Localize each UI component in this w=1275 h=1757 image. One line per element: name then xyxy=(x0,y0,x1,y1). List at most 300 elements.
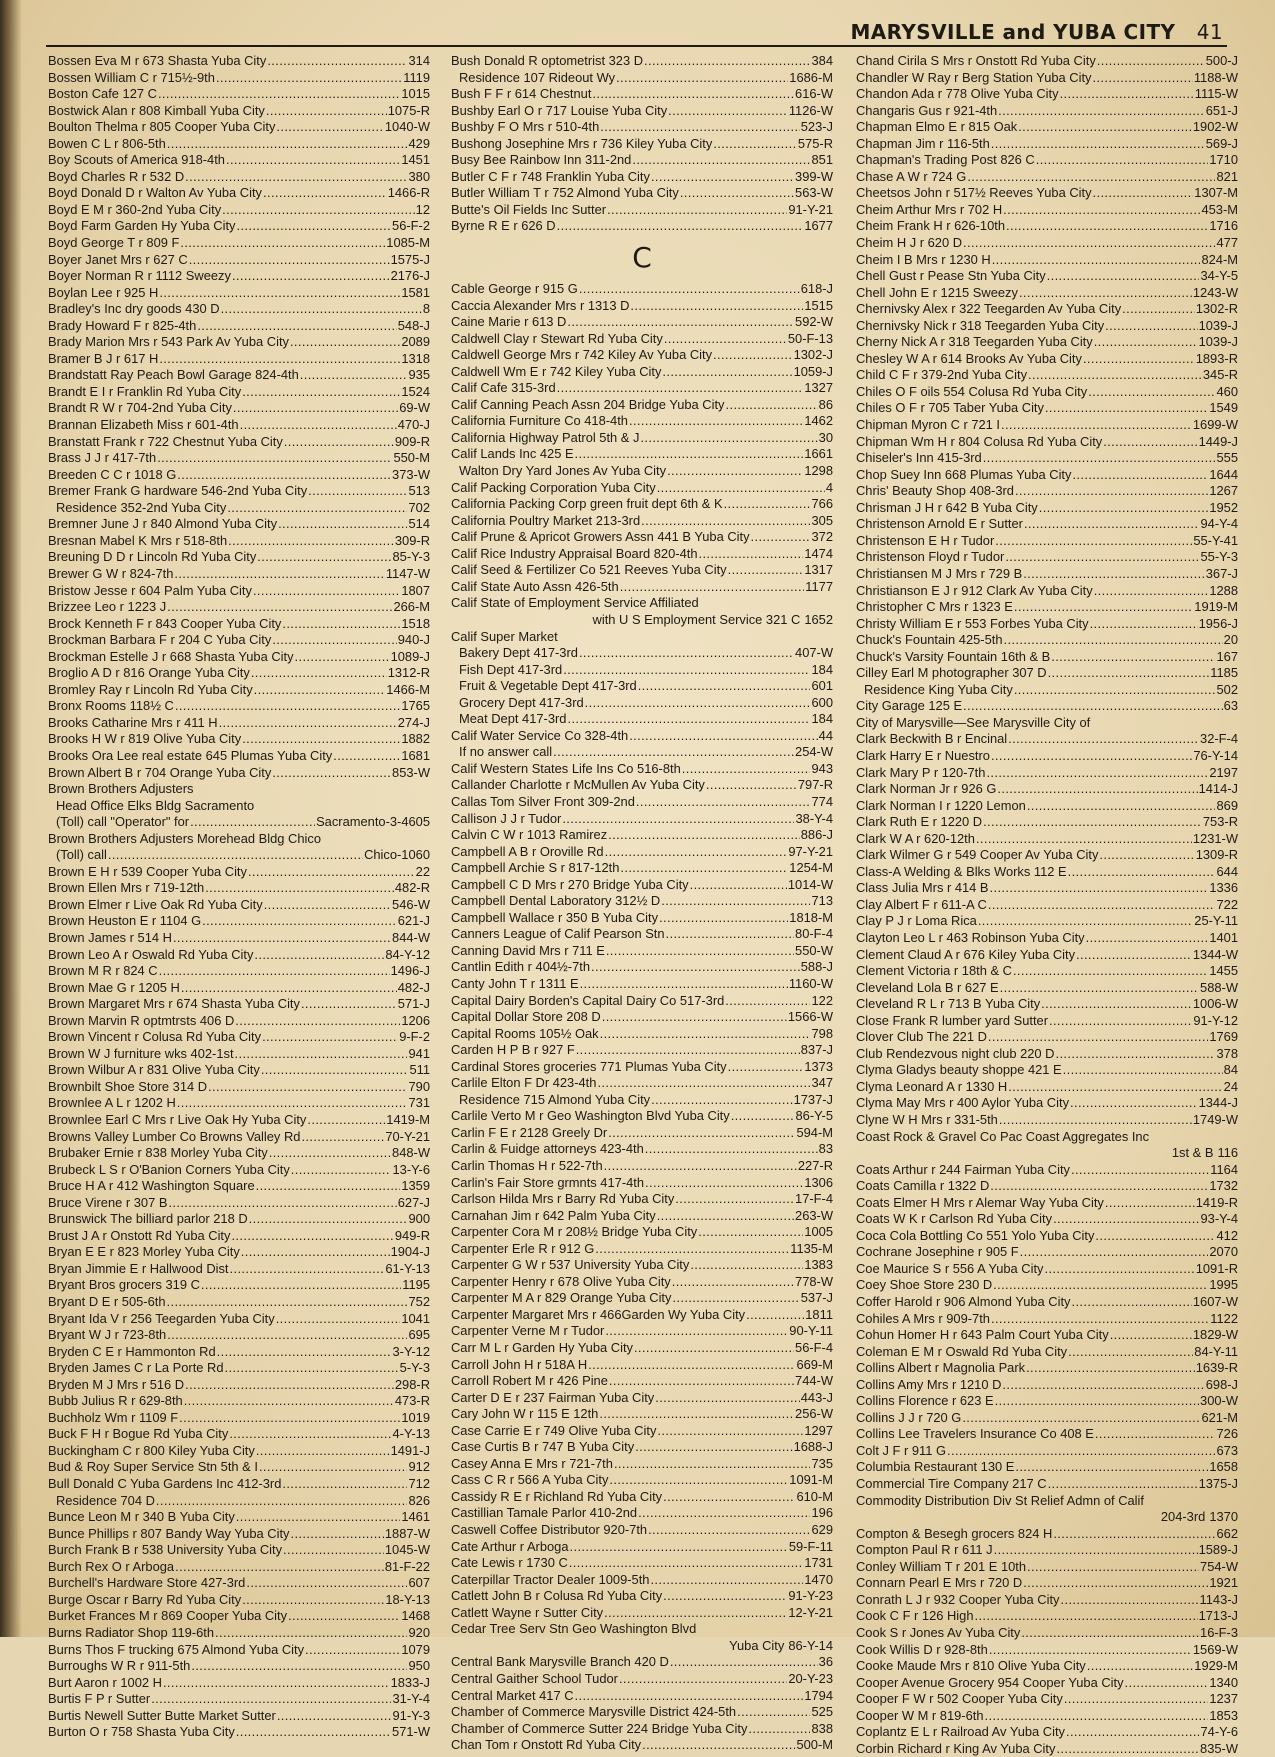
listing-name: Chapman Jim r 116-5th xyxy=(856,135,990,151)
listing-phone: 1589-J xyxy=(1198,1542,1238,1558)
listing-entry xyxy=(856,1476,1238,1493)
listing-entry xyxy=(48,599,430,616)
dot-leader xyxy=(219,715,397,732)
listing-phone: 588-W xyxy=(1200,979,1238,995)
listing-entry xyxy=(48,913,430,930)
listing-name: Callison J J r Tudor xyxy=(451,810,562,826)
dot-leader xyxy=(995,1393,1199,1410)
listing-phone: 837-J xyxy=(800,1042,833,1058)
listing-name: Carlile Verto M r Geo Washington Blvd Yuba City xyxy=(451,1108,730,1124)
listing-entry xyxy=(856,1062,1238,1079)
dot-leader xyxy=(1093,185,1194,202)
listing-name: Clay Albert F r 611-A C xyxy=(856,896,987,912)
dot-leader xyxy=(988,897,1216,914)
dot-leader xyxy=(228,533,394,550)
listing-entry xyxy=(48,1145,430,1162)
listing-entry xyxy=(48,1426,430,1443)
listing-entry xyxy=(48,86,430,103)
listing-name: Cedar Tree Serv Stn Geo Washington Blvd xyxy=(451,1621,697,1637)
listing-phone: 1807 xyxy=(401,582,430,598)
listing-name: Clark Harry E r Nuestro xyxy=(856,747,990,763)
listing-phone: 443-J xyxy=(800,1389,833,1405)
dot-leader xyxy=(608,827,800,844)
listing-phone: 314 xyxy=(408,53,430,68)
listing-phone: 1749-W xyxy=(1192,1112,1238,1127)
listing-entry xyxy=(48,980,430,997)
listing-entry xyxy=(48,1625,430,1642)
listing-name: Columbia Restaurant 130 E xyxy=(856,1459,1015,1475)
listing-phone: 1566-W xyxy=(787,1009,833,1025)
listing-phone: 848-W xyxy=(392,1145,430,1161)
listing-phone: 1085-M xyxy=(386,235,430,251)
dot-leader xyxy=(563,662,810,679)
listing-name: Chernivsky Alex r 322 Teegarden Av Yuba City xyxy=(856,301,1122,317)
listing-phone: 525 xyxy=(811,1704,833,1720)
dot-leader xyxy=(575,446,804,463)
page-number: 41 xyxy=(1196,20,1223,44)
listing-entry xyxy=(48,334,430,351)
dot-leader xyxy=(645,1175,803,1192)
listing-name: Butler William T r 752 Almond Yuba City xyxy=(451,185,679,201)
listing-name: Brown Mae G r 1205 H xyxy=(48,979,180,995)
listing-entry xyxy=(48,1360,430,1377)
listing-phone: 63 xyxy=(1223,698,1238,714)
listing-phone: 941 xyxy=(408,1045,430,1061)
listing-entry xyxy=(856,649,1238,666)
dot-leader xyxy=(997,781,1197,798)
listing-entry xyxy=(451,844,833,861)
listing-name: Brady Marion Mrs r 543 Park Av Yuba City xyxy=(48,334,289,350)
listing-name: Butler C F r 748 Franklin Yuba City xyxy=(451,168,650,184)
listing-name: Campbell Dental Laboratory 312½ D xyxy=(451,893,661,909)
listing-entry xyxy=(48,1079,430,1096)
dot-leader xyxy=(229,1426,391,1443)
listing-entry xyxy=(451,1241,833,1258)
listing-phone: 122 xyxy=(811,992,833,1008)
listing-subentry xyxy=(48,798,430,815)
listing-name: Capital Dollar Store 208 D xyxy=(451,1009,601,1025)
dot-leader xyxy=(663,1489,795,1506)
listing-name: Carlin's Fair Store grmnts 417-4th xyxy=(451,1174,645,1190)
listing-phone: 116 xyxy=(1217,1145,1238,1161)
dot-leader xyxy=(655,1390,800,1407)
dot-leader xyxy=(159,351,400,368)
listing-entry xyxy=(451,1555,833,1572)
dot-leader xyxy=(1071,1162,1209,1179)
listing-name: Burge Oscar r Barry Rd Yuba City xyxy=(48,1591,242,1607)
dot-leader xyxy=(1026,1360,1195,1377)
listing-entry xyxy=(48,417,430,434)
listing-entry xyxy=(856,1344,1238,1361)
listing-name: Changaris Gus r 921-4th xyxy=(856,102,998,118)
listing-phone: 274-J xyxy=(397,714,430,730)
listing-entry xyxy=(856,533,1238,550)
listing-entry xyxy=(856,1013,1238,1030)
listing-name: Brandt E I r Franklin Rd Yuba City xyxy=(48,383,242,399)
listing-entry xyxy=(856,301,1238,318)
dot-leader xyxy=(698,546,803,563)
listing-entry xyxy=(451,314,833,331)
dot-leader xyxy=(181,980,397,997)
listing-phone: 1119 xyxy=(403,69,430,85)
listing-name: Caswell Coffee Distributor 920-7th xyxy=(451,1522,648,1538)
listing-entry xyxy=(48,185,430,202)
listing-name: Bush F F r 614 Chestnut xyxy=(451,86,592,102)
dot-leader xyxy=(667,463,803,480)
listing-entry xyxy=(856,1195,1238,1212)
listing-phone: 1344-W xyxy=(1192,946,1238,962)
dot-leader xyxy=(991,1311,1209,1328)
listing-subentry xyxy=(451,645,833,662)
listing-phone: 32-F-4 xyxy=(1200,731,1238,747)
dot-leader xyxy=(173,930,391,947)
dot-leader xyxy=(1014,599,1193,616)
listing-name: Coffer Harold r 906 Almond Yuba City xyxy=(856,1294,1071,1310)
listing-entry xyxy=(856,202,1238,219)
listing-entry xyxy=(48,864,430,881)
listing-name: Chop Suey Inn 668 Plumas Yuba City xyxy=(856,466,1072,482)
listing-phone: 1359 xyxy=(401,1178,430,1194)
listing-phone: 797-R xyxy=(797,777,833,793)
listing-phone: 1737-J xyxy=(793,1091,833,1107)
listing-phone: 513 xyxy=(408,483,430,499)
listing-entry xyxy=(856,450,1238,467)
dot-leader xyxy=(175,1559,384,1576)
listing-phone: 3-Y-12 xyxy=(392,1343,430,1359)
dot-leader xyxy=(1003,202,1200,219)
dot-leader xyxy=(189,252,390,269)
dot-leader xyxy=(967,169,1215,186)
dot-leader xyxy=(608,1125,795,1142)
listing-entry xyxy=(48,1658,430,1675)
listing-phone: 76-Y-14 xyxy=(1193,747,1238,763)
listing-phone: 514 xyxy=(408,516,430,532)
listing-name: Campbell C D Mrs r 270 Bridge Yuba City xyxy=(451,876,689,892)
listing-name: Carlin F E r 2128 Greely Dr xyxy=(451,1124,608,1140)
listing-name: Callander Charlotte r McMullen Av Yuba City xyxy=(451,777,705,793)
listing-entry xyxy=(856,947,1238,964)
listing-phone: 86 xyxy=(818,396,833,412)
listing-phone: 712 xyxy=(408,1476,430,1492)
dot-leader xyxy=(269,1145,391,1162)
dot-leader xyxy=(1122,301,1195,318)
listing-phone: 950 xyxy=(408,1658,430,1674)
listing-phone: 482-J xyxy=(397,979,430,995)
dot-leader xyxy=(197,318,396,335)
listing-name: Bresnan Mabel K Mrs r 518-8th xyxy=(48,532,228,548)
dot-leader xyxy=(1023,1575,1208,1592)
listing-name: Cheim H J r 620 D xyxy=(856,235,963,251)
listing-phone: 713 xyxy=(811,893,833,909)
listing-phone: 1853 xyxy=(1209,1707,1238,1723)
listing-phone: 309-R xyxy=(394,532,430,548)
dot-leader xyxy=(620,579,805,596)
listing-name: Busy Bee Rainbow Inn 311-2nd xyxy=(451,152,632,168)
dot-leader xyxy=(562,811,794,828)
listing-phone: 1288 xyxy=(1209,582,1238,598)
listing-entry xyxy=(48,1029,430,1046)
listing-name: Chiseler's Inn 415-3rd xyxy=(856,450,982,466)
listing-phone: 18-Y-13 xyxy=(385,1591,430,1607)
listing-name: Burtis F P r Sutter xyxy=(48,1691,151,1707)
listing-name: Calif Packing Corporation Yuba City xyxy=(451,479,656,495)
listing-name: Bushby F O Mrs r 510-4th xyxy=(451,119,600,135)
dot-leader xyxy=(1095,1228,1215,1245)
listing-name: Burton O r 758 Shasta Yuba City xyxy=(48,1724,235,1740)
dot-leader xyxy=(251,665,387,682)
listing-phone: 470-J xyxy=(397,417,430,433)
listing-entry xyxy=(856,1625,1238,1642)
listing-entry xyxy=(451,1588,833,1605)
dot-leader xyxy=(1024,516,1200,533)
listing-name: Colt J F r 911 G xyxy=(856,1442,947,1458)
listing-name: Breeden C C r 1018 G xyxy=(48,466,177,482)
listing-entry xyxy=(451,1439,833,1456)
listing-phone: 1091-R xyxy=(1195,1260,1238,1276)
listing-entry xyxy=(856,185,1238,202)
listing-entry xyxy=(856,549,1238,566)
listing-name: Christenson Arnold E r Sutter xyxy=(856,516,1023,532)
dot-leader xyxy=(986,765,1208,782)
dot-leader xyxy=(1093,70,1193,87)
listing-entry xyxy=(856,252,1238,269)
dot-leader xyxy=(235,1046,408,1063)
listing-name: Chiles O F oils 554 Colusa Rd Yuba City xyxy=(856,383,1088,399)
listing-name: Brown Margaret Mrs r 674 Shasta Yuba City xyxy=(48,996,300,1012)
listing-phone: 91-Y-21 xyxy=(788,201,833,217)
dot-leader xyxy=(158,86,400,103)
listing-entry xyxy=(48,1476,430,1493)
listing-phone: 305 xyxy=(811,512,833,528)
listing-entry xyxy=(856,1592,1238,1609)
listing-entry xyxy=(856,351,1238,368)
listing-entry xyxy=(451,1489,833,1506)
listing-entry xyxy=(856,1493,1238,1510)
dot-leader xyxy=(604,1605,787,1622)
listing-phone: 70-Y-21 xyxy=(385,1128,430,1144)
dot-leader xyxy=(301,1129,384,1146)
listing-entry xyxy=(856,1526,1238,1543)
listing-entry xyxy=(48,748,430,765)
listing-name: Calif State Auto Assn 426-5th xyxy=(451,578,619,594)
listing-name: Calif Western States Life Ins Co 516-8th xyxy=(451,760,681,776)
listing-phone: 1309-R xyxy=(1195,847,1238,863)
listing-phone: 735 xyxy=(811,1455,833,1471)
listing-name: Calif Seed & Fertilizer Co 521 Reeves Yuba City xyxy=(451,562,727,578)
listing-phone: 56-F-4 xyxy=(795,1340,833,1356)
listing-name: Brown E H r 539 Cooper Yuba City xyxy=(48,863,247,879)
listing-name: Calvin C W r 1013 Ramirez xyxy=(451,827,608,843)
dot-leader xyxy=(650,1572,803,1589)
listing-entry xyxy=(856,731,1238,748)
dot-leader xyxy=(989,1642,1192,1659)
listing-name: Callas Tom Silver Front 309-2nd xyxy=(451,793,635,809)
listing-name: Connarn Pearl E Mrs r 720 D xyxy=(856,1575,1023,1591)
listing-name: Chan Tom r Onstott Rd Yuba City xyxy=(451,1737,642,1753)
listing-name: (Toll) call xyxy=(56,847,107,863)
dot-leader xyxy=(1018,119,1192,136)
dot-leader xyxy=(592,86,794,103)
listing-entry xyxy=(856,334,1238,351)
dot-leader xyxy=(659,910,788,927)
dot-leader xyxy=(1105,318,1197,335)
listing-name: City Garage 125 E xyxy=(856,698,963,714)
listing-subentry xyxy=(451,1092,833,1109)
listing-phone: 1059-J xyxy=(793,363,833,379)
listing-phone: 384 xyxy=(811,53,833,68)
dot-leader xyxy=(995,533,1192,550)
dot-leader xyxy=(614,1456,811,1473)
listing-name: Boulton Thelma r 805 Cooper Yuba City xyxy=(48,119,276,135)
listing-name: Bryant Bros grocers 319 C xyxy=(48,1277,200,1293)
dot-leader xyxy=(259,1459,408,1476)
listing-entry xyxy=(451,1191,833,1208)
dot-leader xyxy=(167,136,408,153)
listing-entry xyxy=(48,268,430,285)
listing-entry xyxy=(451,281,833,298)
listing-phone: 1518 xyxy=(401,615,430,631)
listing-entry xyxy=(856,1228,1238,1245)
listing-phone: 1652 xyxy=(804,611,833,627)
listing-name: Residence 107 Rideout Wy xyxy=(459,69,616,85)
listing-phone: 821 xyxy=(1216,168,1238,184)
listing-entry xyxy=(48,467,430,484)
listing-phone: 1470 xyxy=(804,1571,833,1587)
listing-name: Class Julia Mrs r 414 B xyxy=(856,880,989,896)
listing-phone: 1375-J xyxy=(1198,1476,1238,1492)
listing-phone: 1307-M xyxy=(1194,185,1238,201)
listing-name: Cooper W M r 819-6th xyxy=(856,1707,984,1723)
listing-entry xyxy=(451,1721,833,1738)
listing-name: Cantlin Edith r 404½-7th xyxy=(451,959,591,975)
dot-leader xyxy=(579,645,794,662)
listing-entry xyxy=(451,976,833,993)
listing-name: Coca Cola Bottling Co 551 Yolo Yuba City xyxy=(856,1227,1095,1243)
listing-phone: 1419-M xyxy=(386,1112,430,1127)
listing-name: Bunce Leon M r 340 B Yuba City xyxy=(48,1509,235,1525)
dot-leader xyxy=(256,1443,390,1460)
listing-entry xyxy=(48,533,430,550)
dot-leader xyxy=(215,1625,407,1642)
dot-leader xyxy=(600,1026,811,1043)
listing-entry xyxy=(48,285,430,302)
listing-name: Brownbilt Shoe Store 314 D xyxy=(48,1078,208,1094)
listing-subentry xyxy=(451,695,833,712)
listing-phone: 1677 xyxy=(804,218,833,234)
listing-entry xyxy=(451,794,833,811)
listing-entry xyxy=(451,152,833,169)
dot-leader xyxy=(1014,682,1216,699)
dot-leader xyxy=(1053,1211,1199,1228)
listing-name: Bossen Eva M r 673 Shasta Yuba City xyxy=(48,53,267,68)
dot-leader xyxy=(609,1472,788,1489)
listing-name: Clayton Leo L r 463 Robinson Yuba City xyxy=(856,929,1085,945)
listing-name: Burns Radiator Shop 119-6th xyxy=(48,1624,215,1640)
listing-phone: 1188-W xyxy=(1193,69,1238,85)
listing-phone: 1014-W xyxy=(787,876,833,892)
dot-leader xyxy=(1076,947,1192,964)
dot-leader xyxy=(1004,632,1223,649)
listing-phone: 1231-W xyxy=(1192,830,1238,846)
listing-entry xyxy=(48,1112,430,1129)
listing-phone: 4-Y-13 xyxy=(392,1426,430,1442)
listing-name: Brockman Estelle J r 668 Shasta Yuba City xyxy=(48,648,294,664)
dot-leader xyxy=(630,298,803,315)
dot-leader xyxy=(991,136,1205,153)
dot-leader xyxy=(272,632,396,649)
dot-leader xyxy=(1105,1195,1195,1212)
listing-entry xyxy=(48,1592,430,1609)
listing-entry xyxy=(451,1059,833,1076)
listing-phone: 698-J xyxy=(1205,1376,1238,1392)
dot-leader xyxy=(1088,384,1215,401)
listing-phone: 429 xyxy=(408,135,430,151)
listing-entry xyxy=(48,1459,430,1476)
dot-leader xyxy=(595,1241,789,1258)
listing-entry xyxy=(451,1456,833,1473)
listing-phone: 1732 xyxy=(1209,1178,1238,1194)
dot-leader xyxy=(1019,285,1192,302)
listing-entry xyxy=(48,1277,430,1294)
listing-phone: 588-J xyxy=(800,959,833,975)
listing-entry xyxy=(451,430,833,447)
listing-entry xyxy=(48,1344,430,1361)
listing-name: Chesley W A r 614 Brooks Av Yuba City xyxy=(856,350,1082,366)
listing-continuation xyxy=(856,1509,1238,1526)
dot-leader xyxy=(988,1029,1208,1046)
listing-phone: 1681 xyxy=(401,747,430,763)
listing-name: Chernivsky Nick r 318 Teegarden Yuba City xyxy=(856,317,1105,333)
dot-leader xyxy=(254,947,384,964)
listing-phone: 607 xyxy=(408,1575,430,1591)
listing-name: Carlile Elton F Dr 423-4th xyxy=(451,1075,597,1091)
listing-name: Clement Victoria r 18th & C xyxy=(856,963,1012,979)
listing-entry xyxy=(451,1373,833,1390)
dot-leader xyxy=(635,1439,792,1456)
dot-leader xyxy=(1021,1625,1199,1642)
dot-leader xyxy=(236,1724,391,1741)
listing-name: Brownlee Earl C Mrs r Live Oak Hy Yuba City xyxy=(48,1112,307,1127)
listing-entry xyxy=(48,351,430,368)
listing-name: Fruit & Vegetable Dept 417-3rd xyxy=(459,678,637,694)
listing-phone: 1466-M xyxy=(386,681,430,697)
listing-entry xyxy=(451,1737,833,1754)
dot-leader xyxy=(284,434,394,451)
listing-name: Chell John E r 1215 Sweezy xyxy=(856,284,1018,300)
dot-leader xyxy=(619,1671,787,1688)
listing-entry xyxy=(451,413,833,430)
listing-entry xyxy=(451,1621,833,1638)
listing-entry xyxy=(451,1274,833,1291)
listing-name: Chamber of Commerce Sutter 224 Bridge Yuba City xyxy=(451,1720,748,1736)
directory-column-1 xyxy=(48,53,430,1741)
dot-leader xyxy=(726,397,818,414)
listing-subentry xyxy=(48,847,430,864)
listing-name: Burchell's Hardware Store 427-3rd xyxy=(48,1575,246,1591)
listing-entry xyxy=(856,1658,1238,1675)
dot-leader xyxy=(1005,549,1199,566)
listing-name: Cheim I B Mrs r 1230 H xyxy=(856,251,991,267)
listing-phone: 1237 xyxy=(1209,1691,1238,1707)
listing-name: Campbell Wallace r 350 B Yuba City xyxy=(451,909,659,925)
listing-phone: 550-M xyxy=(393,450,430,466)
listing-phone: 367-J xyxy=(1205,565,1238,581)
dot-leader xyxy=(217,1344,392,1361)
listing-name: Cass C R r 566 A Yuba City xyxy=(451,1472,609,1488)
listing-phone: 300-W xyxy=(1200,1393,1238,1409)
listing-entry xyxy=(48,434,430,451)
dot-leader xyxy=(588,1357,795,1374)
